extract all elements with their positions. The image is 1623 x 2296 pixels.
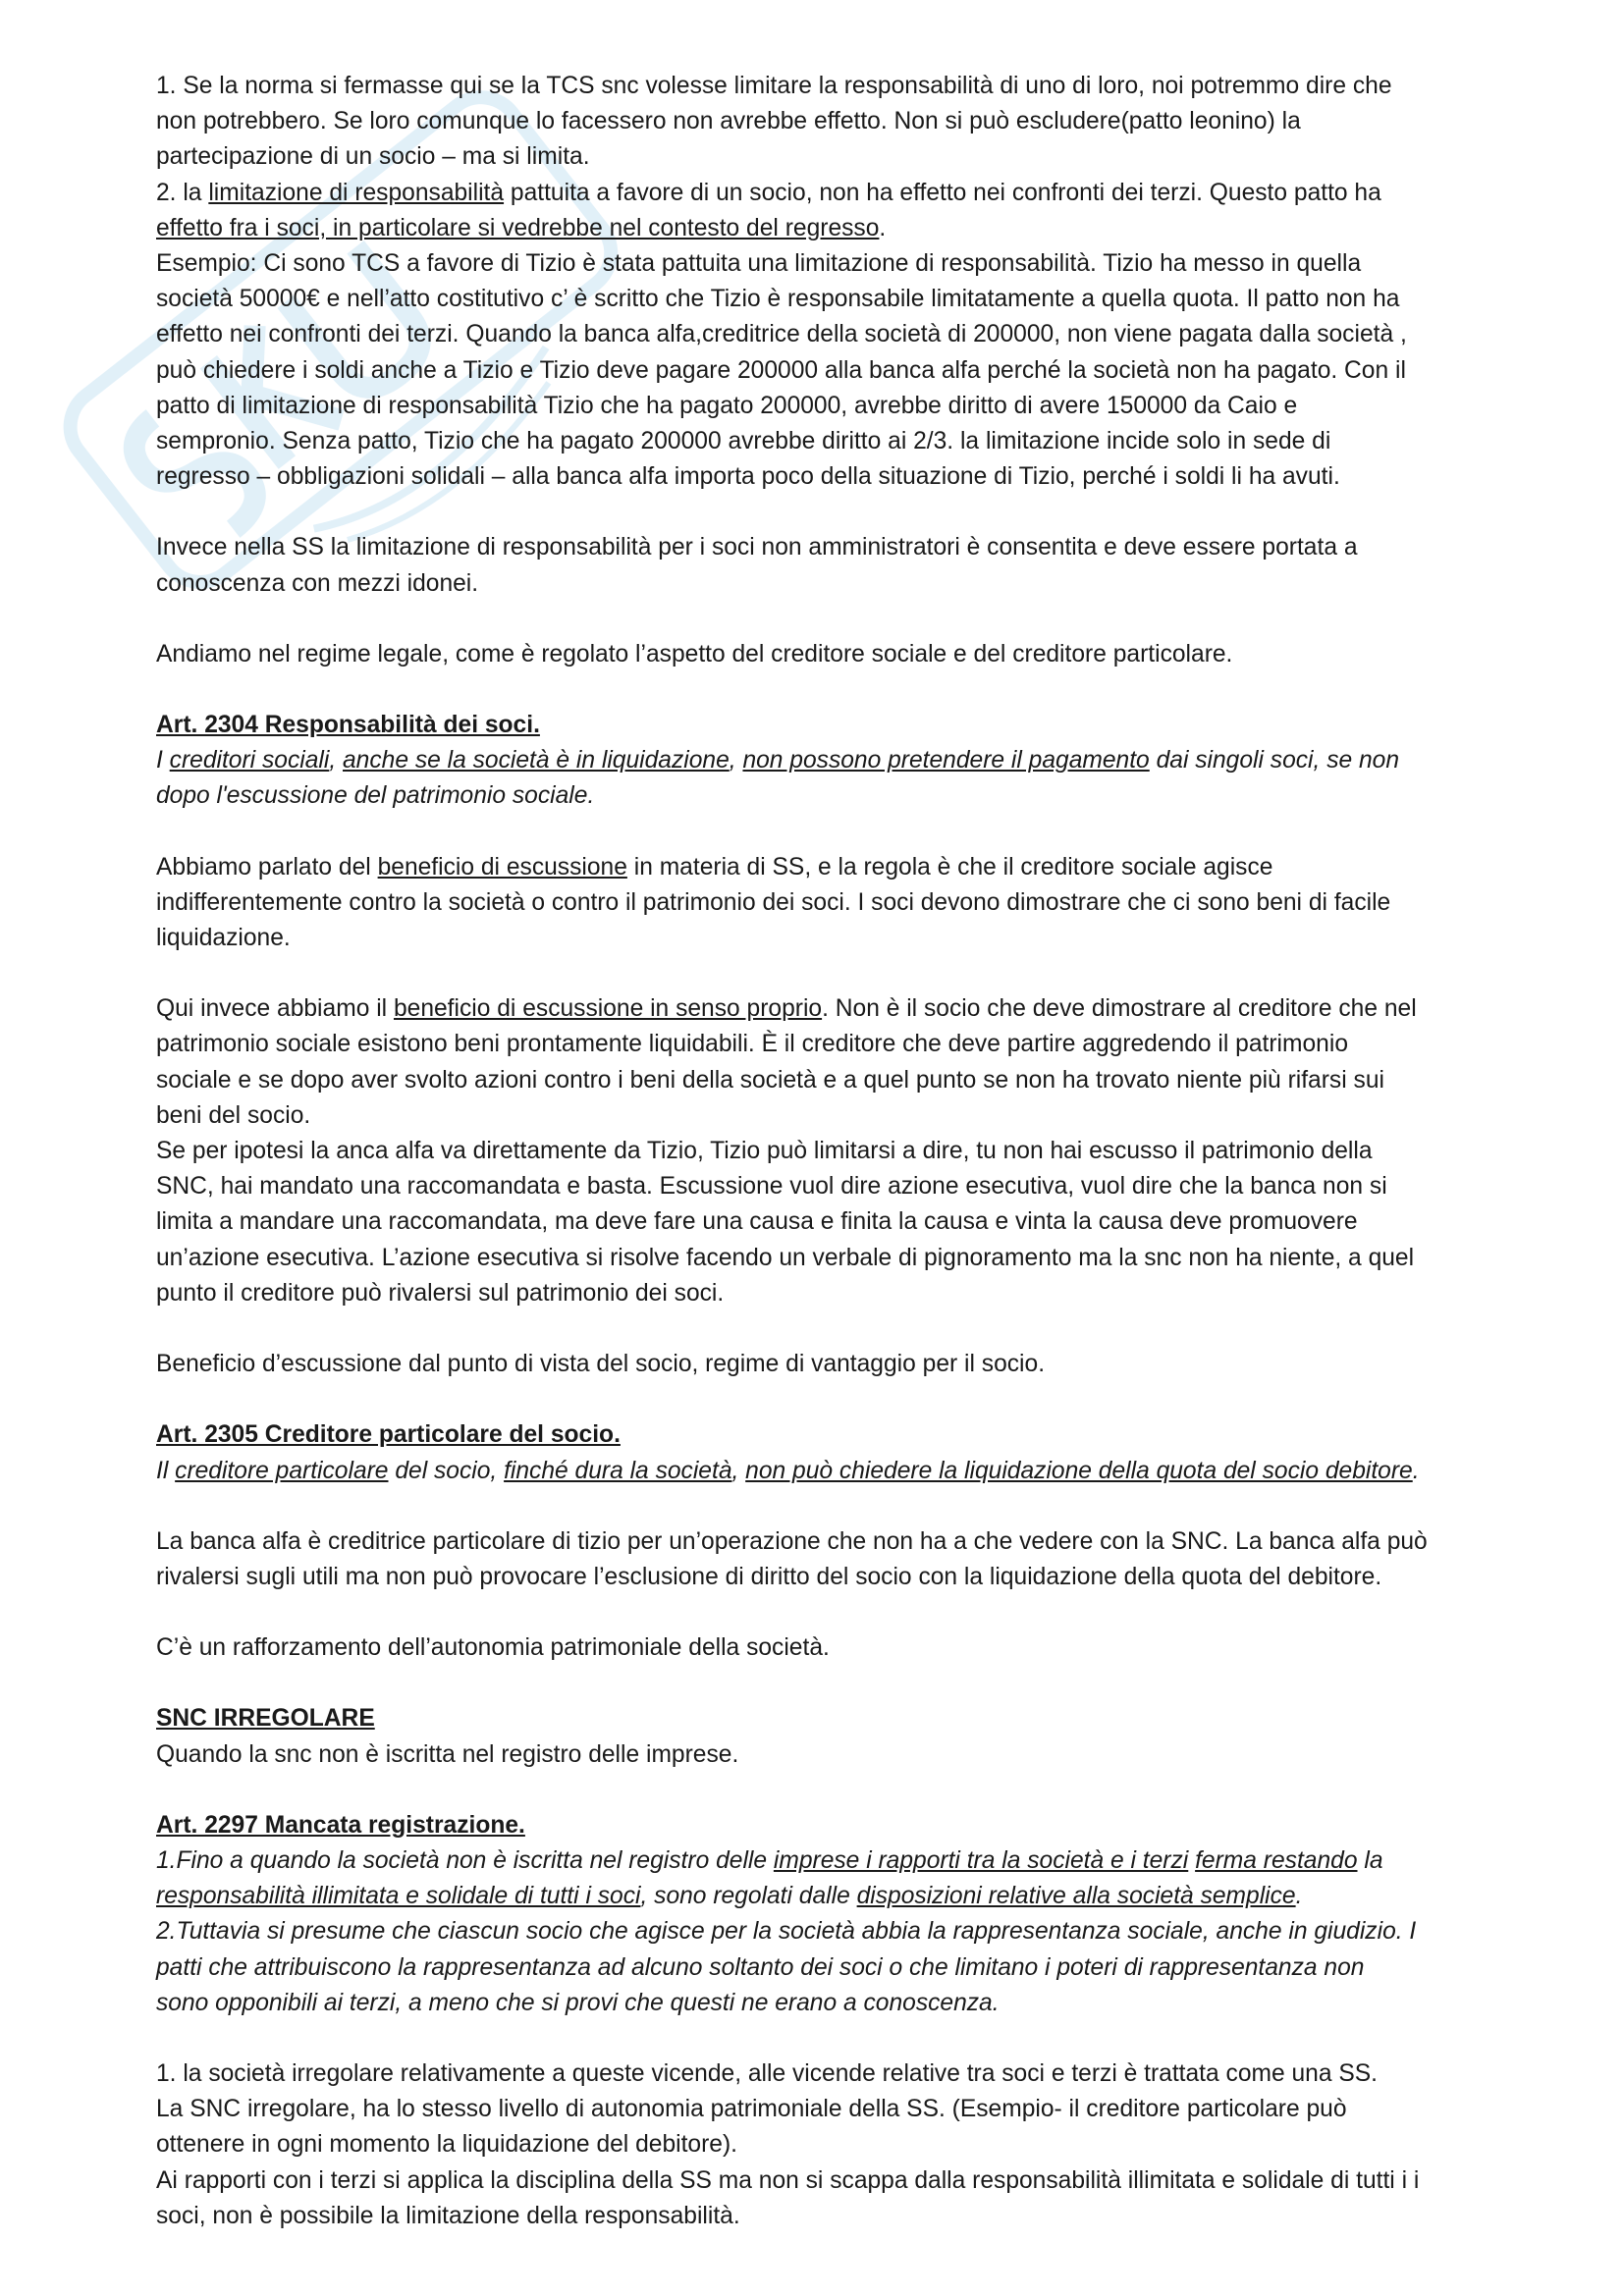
text-run: I (156, 747, 170, 774)
text-line: Invece nella SS la limitazione di responsabilità per i soci non amministratori è consentita e deve essere portata a (156, 534, 1358, 561)
example-paragraph (156, 246, 1531, 495)
text-line: sociale e se dopo aver svolto azioni contro i beni della società e a quel punto se non ha trovato niente più rifarsi sui (156, 1066, 1384, 1094)
text-line: La SNC irregolare, ha lo stesso livello di autonomia patrimoniale della SS. (Esempio- il creditore particolare può (156, 2096, 1347, 2123)
text-line: patrimonio sociale esistono beni prontamente liquidabili. È il creditore che deve partire aggredendo il patrimonio (156, 1031, 1348, 1058)
text-line: un’azione esecutiva. L’azione esecutiva si risolve facendo un verbale di pignoramento ma la snc non ha niente, a quel (156, 1244, 1415, 1271)
text-line: limita a mandare una raccomandata, ma deve fare una causa e finita la causa e vinta la causa deve promuovere (156, 1208, 1358, 1236)
underlined-phrase: finché dura la società (504, 1457, 732, 1484)
text-line: Ai rapporti con i terzi si applica la disciplina della SS ma non si scappa dalla responsabilità illimitata e solidale di tutti i i (156, 2166, 1420, 2194)
text-run: del socio, (388, 1457, 505, 1484)
text-line: 1. la società irregolare relativamente a queste vicende, alle vicende relative tra soci e terzi è trattata come una SS. (156, 2059, 1379, 2087)
text-line: Esempio: Ci sono TCS a favore di Tizio è stata pattuita una limitazione di responsabilità. Tizio ha messo in quella (156, 250, 1362, 278)
article-2305-heading: Art. 2305 Creditore particolare del socio. (156, 1421, 621, 1449)
text-line: può chiedere i soldi anche a Tizio e Tizio deve pagare 200000 alla banca alfa perché la società non ha pagato. Con il (156, 356, 1406, 384)
intro-paragraph-2 (156, 176, 1531, 246)
text-line: non potrebbero. Se loro comunque lo facessero non avrebbe effetto. Non si può escludere(patto leonino) la (156, 108, 1301, 135)
article-2304-text (156, 743, 1531, 814)
text-line: regresso – obbligazioni solidali – alla banca alfa importa poco della situazione di Tizio, perché i soldi li ha avuti. (156, 463, 1340, 491)
text-run: 1.Fino a quando la società non è iscritta nel registro delle (156, 1846, 774, 1874)
underlined-phrase: creditore particolare (175, 1457, 389, 1484)
underlined-phrase: creditori sociali (169, 747, 330, 774)
text-line: società 50000€ e nell’atto costitutivo c’ è scritto che Tizio è responsabile limitatamente a quella quota. Il patto non ha (156, 286, 1400, 313)
text-run: , sono regolati dalle (640, 1883, 857, 1910)
article-2297-paragraph-1 (156, 1843, 1531, 1914)
text-run: Abbiamo parlato del (156, 853, 378, 881)
text-line: indifferentemente contro la società o contro il patrimonio dei soci. I soci devono dimostrare che ci sono beni di facile (156, 888, 1391, 916)
ss-paragraph (156, 530, 1531, 601)
text-run: , (731, 1457, 746, 1484)
text-line: 1. Se la norma si fermasse qui se la TCS snc volesse limitare la responsabilità di uno di loro, noi potremmo dire che (156, 73, 1392, 99)
text-run: . (1412, 1457, 1420, 1484)
text-line: patti che attribuiscono la rappresentanza ad alcuno soltanto dei soci o che limitano i poteri di rappresentanza non (156, 1953, 1365, 1981)
underlined-phrase: responsabilità illimitata e solidale di tutti i soci (156, 1883, 641, 1910)
snc-irregolare-heading: SNC IRREGOLARE (156, 1705, 375, 1733)
text-line: effetto nei confronti dei terzi. Quando la banca alfa,creditrice della società di 200000, non viene pagata dalla società , (156, 321, 1407, 348)
text-run: pattuita a favore di un socio, non ha effetto nei confronti dei terzi. Questo patto ha (504, 179, 1381, 206)
underlined-phrase: anche se la società è in liquidazione (343, 747, 730, 774)
underlined-phrase: disposizioni relative alla società semplice (856, 1883, 1296, 1910)
text-run: in materia di SS, e la regola è che il creditore sociale agisce (626, 853, 1273, 881)
text-line: beni del socio. (156, 1101, 311, 1129)
article-2305-text (156, 1454, 1531, 1489)
underlined-phrase: imprese i rapporti tra la società e i terzi (773, 1846, 1189, 1874)
text-line: soci, non è possibile la limitazione della responsabilità. (156, 2202, 740, 2229)
text-run: , (729, 747, 743, 774)
text-line: ottenere in ogni momento la liquidazione del debitore). (156, 2131, 737, 2159)
text-line: patto di limitazione di responsabilità Tizio che ha pagato 200000, avrebbe diritto di avere 150000 da Caio e (156, 392, 1298, 419)
beneficio-paragraph (156, 850, 1531, 957)
underlined-phrase: effetto fra i soci, in particolare si vedrebbe nel contesto del regresso (156, 214, 880, 241)
text-line: 2.Tuttavia si presume che ciascun socio che agisce per la società abbia la rappresentanza sociale, anche in giudizio. I (156, 1918, 1417, 1946)
text-line: dopo l'escussione del patrimonio sociale. (156, 782, 595, 810)
text-line: sono opponibili ai terzi, a meno che si provi che questi ne erano a conoscenza. (156, 1989, 1000, 2016)
text-run: . (879, 214, 887, 241)
text-run: , (329, 747, 343, 774)
proprio-paragraph (156, 991, 1531, 1311)
text-line: Se per ipotesi la anca alfa va direttamente da Tizio, Tizio può limitarsi a dire, tu non hai escusso il patrimonio della (156, 1138, 1373, 1165)
text-line: punto il creditore può rivalersi sul patrimonio dei soci. (156, 1279, 725, 1307)
text-run: 2. la (156, 179, 209, 206)
text-run: dai singoli soci, se non (1149, 747, 1400, 774)
text-line: partecipazione di un socio – ma si limita. (156, 143, 590, 171)
text-line: conoscenza con mezzi idonei. (156, 569, 479, 597)
text-run: Qui invece abbiamo il (156, 995, 394, 1023)
article-2297-heading: Art. 2297 Mancata registrazione. (156, 1811, 525, 1839)
underlined-phrase: ferma restando (1195, 1846, 1358, 1874)
text-line: SNC, hai mandato una raccomandata e basta. Escussione vuol dire azione esecutiva, vuol dire che la banca non si (156, 1173, 1387, 1201)
text-run: Il (156, 1457, 176, 1484)
text-line: sempronio. Senza patto, Tizio che ha pagato 200000 avrebbe diritto ai 2/3. la limitazione incide solo in sede di (156, 428, 1331, 455)
rafforzamento-paragraph: C’è un rafforzamento dell’autonomia patrimoniale della società. (156, 1634, 830, 1662)
text-line: rivalersi sugli utili ma non può provocare l’esclusione di diritto del socio con la liquidazione della quota del debitore. (156, 1563, 1382, 1590)
banca-paragraph (156, 1524, 1531, 1595)
article-2297-paragraph-2 (156, 1914, 1531, 2021)
text-run: . Non è il socio che deve dimostrare al creditore che nel (822, 995, 1417, 1023)
document-page (156, 69, 1531, 2234)
text-line: La banca alfa è creditrice particolare di tizio per un’operazione che non ha a che vedere con la SNC. La banca alfa può (156, 1527, 1428, 1555)
vantaggio-paragraph: Beneficio d’escussione dal punto di vista del socio, regime di vantaggio per il socio. (156, 1351, 1046, 1378)
underlined-phrase: beneficio di escussione in senso proprio (393, 995, 823, 1023)
underlined-phrase: non possono pretendere il pagamento (742, 747, 1150, 774)
underlined-phrase: beneficio di escussione (377, 853, 627, 881)
underlined-phrase: non può chiedere la liquidazione della quota del socio debitore (745, 1457, 1413, 1484)
underlined-phrase: limitazione di responsabilità (208, 179, 505, 206)
article-2304-heading: Art. 2304 Responsabilità dei soci. (156, 712, 540, 739)
text-run: . (1295, 1883, 1303, 1910)
intro-paragraph-1 (156, 69, 1531, 176)
text-line: liquidazione. (156, 925, 291, 952)
closing-paragraph (156, 2056, 1531, 2234)
snc-irregolare-text: Quando la snc non è iscritta nel registro delle imprese. (156, 1740, 739, 1768)
text-run: la (1357, 1846, 1383, 1874)
regime-paragraph: Andiamo nel regime legale, come è regolato l’aspetto del creditore sociale e del creditore particolare. (156, 640, 1233, 667)
